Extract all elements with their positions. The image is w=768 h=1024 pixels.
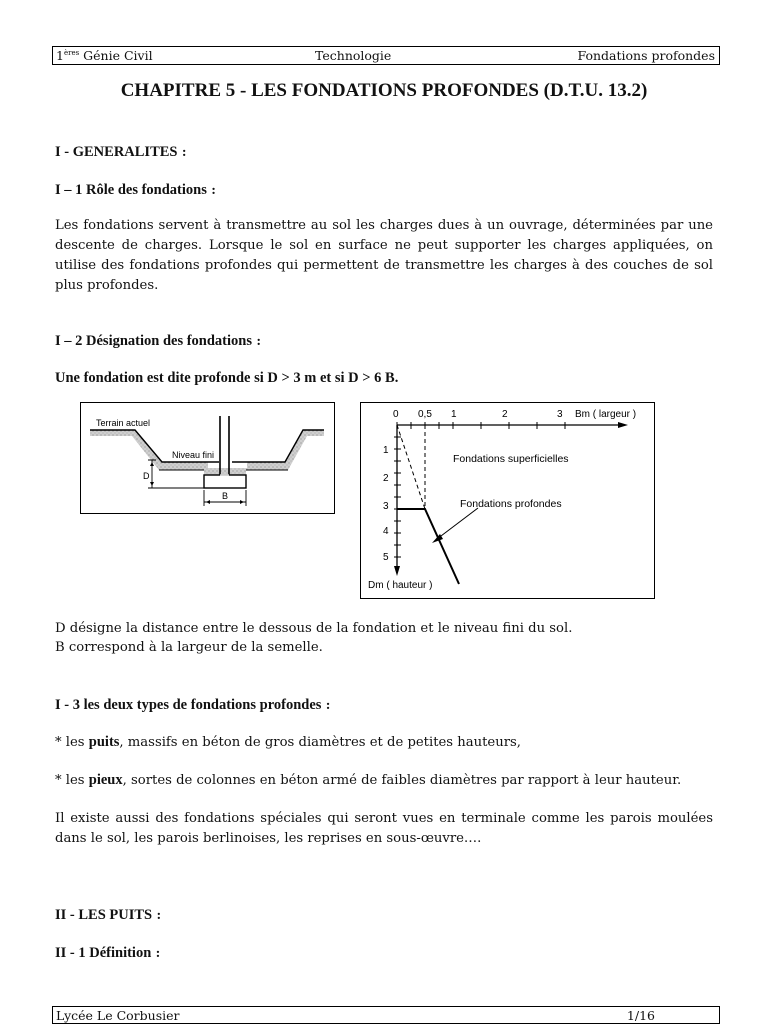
header-class-name: Génie Civil: [79, 48, 153, 63]
y-tick-label: 1: [383, 445, 389, 456]
zone-label-superficielles: Fondations superficielles: [453, 453, 569, 465]
figure-foundation-section: [80, 402, 335, 514]
page-header: [52, 46, 720, 65]
section-heading-generalites: [55, 144, 186, 161]
paragraph-line: descente de charges. Lorsque le sol en surface ne peut supporter les charges appliquées, on: [55, 238, 713, 253]
rule-deep-foundation: Une fondation est dite profonde si D > 3 m et si D > 6 B.: [55, 370, 399, 386]
heading-text: I - GENERALITES: [55, 144, 178, 160]
section-heading-puits: [55, 907, 161, 924]
paragraph-line: Il existe aussi des fondations spéciales qui seront vues en terminale comme les parois moulées: [55, 811, 713, 826]
zone-label-profondes: Fondations profondes: [460, 498, 562, 510]
term-puits: puits: [88, 734, 120, 750]
bullet-prefix: * les: [55, 773, 89, 788]
header-class-number: 1: [56, 48, 64, 63]
page-footer: [52, 1006, 720, 1024]
paragraph-line: dans le sol, les parois berlinoises, les reprises en sous-œuvre….: [55, 831, 482, 846]
label-d: D: [143, 471, 150, 481]
x-tick-label: 0,5: [418, 409, 432, 420]
bullet-prefix: * les: [55, 735, 89, 750]
x-tick-label: 1: [451, 409, 457, 420]
heading-text: I - 3 les deux types de fondations profondes: [55, 697, 322, 713]
x-tick-label: 3: [557, 409, 563, 420]
x-tick-label: 0: [393, 409, 399, 420]
header-subject: Technologie: [315, 48, 392, 63]
paragraph-line: Les fondations servent à transmettre au sol les charges dues à un ouvrage, déterminées par une: [55, 218, 713, 233]
definition-b: B correspond à la largeur de la semelle.: [55, 640, 323, 655]
header-chapter: Fondations profondes: [577, 48, 715, 63]
term-pieux: pieux: [88, 772, 123, 788]
heading-colon: :: [152, 907, 162, 922]
paragraph-line: utilise des fondations profondes qui permettent de transmettre les charges à des couches de sol: [55, 258, 713, 273]
paragraph-line: plus profondes.: [55, 278, 159, 293]
y-tick-label: 3: [383, 501, 389, 512]
header-class: [56, 48, 153, 63]
heading-text: II - 1 Définition: [55, 945, 152, 961]
x-axis-label: Bm ( largeur ): [575, 409, 637, 420]
section-heading-role: [55, 182, 216, 199]
label-terrain-actuel: Terrain actuel: [96, 418, 151, 428]
heading-colon: :: [206, 182, 216, 197]
heading-colon: :: [321, 697, 331, 712]
section-heading-definition: [55, 945, 160, 962]
heading-text: I – 2 Désignation des fondations: [55, 333, 252, 349]
label-b: B: [222, 491, 229, 501]
term-description: , massifs en béton de gros diamètres et de petites hauteurs,: [119, 735, 521, 750]
y-tick-label: 4: [383, 526, 389, 537]
term-description: , sortes de colonnes en béton armé de faibles diamètres par rapport à leur hauteur.: [122, 773, 682, 788]
y-axis-label: Dm ( hauteur ): [368, 580, 433, 591]
x-tick-label: 2: [502, 409, 508, 420]
y-tick-label: 2: [383, 473, 389, 484]
list-item-pieux: [55, 772, 681, 789]
heading-text: II - LES PUITS: [55, 907, 153, 923]
figure-depth-width-graph: [360, 402, 655, 599]
label-niveau-fini: Niveau fini: [172, 450, 215, 460]
paragraph-special-foundations: [55, 809, 713, 849]
heading-colon: :: [177, 144, 187, 159]
paragraph-role: [55, 216, 713, 296]
list-item-puits: [55, 734, 521, 751]
header-class-ordinal: ères: [63, 48, 80, 57]
heading-colon: :: [252, 333, 261, 348]
footing: [204, 475, 246, 488]
page-title: CHAPITRE 5 - LES FONDATIONS PROFONDES (D.T.U. 13.2): [120, 80, 648, 101]
footer-school: Lycée Le Corbusier: [56, 1008, 180, 1023]
section-heading-designation: [55, 333, 261, 350]
definition-d: D désigne la distance entre le dessous de la fondation et le niveau fini du sol.: [55, 621, 573, 636]
section-heading-types: [55, 697, 330, 714]
page-number: 1/16: [626, 1008, 655, 1023]
heading-text: I – 1 Rôle des fondations: [55, 182, 207, 198]
y-tick-label: 5: [383, 552, 389, 563]
heading-colon: :: [151, 945, 161, 960]
